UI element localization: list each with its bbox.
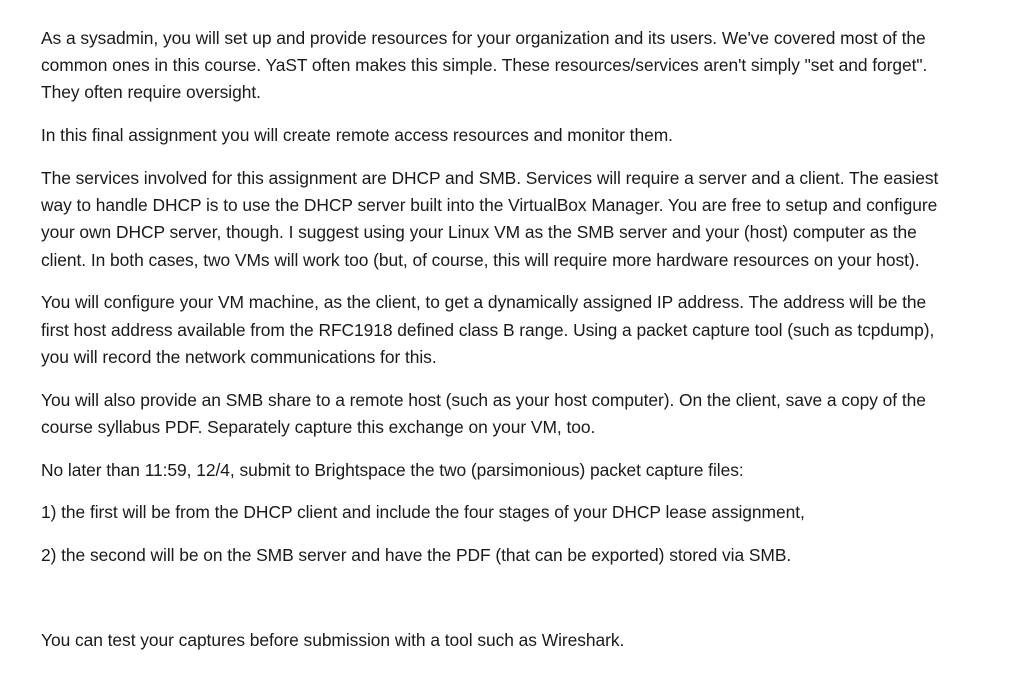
submission-item-2: 2) the second will be on the SMB server and have the PDF (that can be exported) stored via SMB.: [41, 545, 792, 566]
smb-task-paragraph: You will also provide an SMB share to a remote host (such as your host computer). On the client, save a copy of the course syllabus PDF. Separately capture this exchange on your VM, too.: [41, 389, 926, 437]
intro-paragraph: As a sysadmin, you will set up and provide resources for your organization and its users. We've covered most of the common ones in this course. YaST often makes this simple. These resources/services aren't simply "set and forget". They often require oversight.: [41, 28, 928, 103]
services-paragraph: The services involved for this assignment are DHCP and SMB. Services will require a server and a client. The easiest way to handle DHCP is to use the DHCP server built into the VirtualBox Manager. You are free to setup and configure your own DHCP server, though. I suggest using your Linux VM as the SMB server and your (host) computer as the client. In both cases, two VMs will work too (but, of course, this will require more hardware resources on your host).: [41, 168, 939, 270]
deadline-paragraph: No later than 11:59, 12/4, submit to Brightspace the two (parsimonious) packet capture files:: [41, 459, 744, 480]
assignment-summary-paragraph: In this final assignment you will create remote access resources and monitor them.: [41, 125, 673, 146]
testing-tip-paragraph: You can test your captures before submission with a tool such as Wireshark.: [41, 630, 625, 651]
dhcp-task-paragraph: You will configure your VM machine, as the client, to get a dynamically assigned IP address. The address will be the first host address available from the RFC1918 defined class B range. Using a packet capture tool (such as tcpdump), you will record the network communications for this.: [41, 292, 935, 367]
assignment-document: [41, 25, 941, 670]
submission-item-1: 1) the first will be from the DHCP client and include the four stages of your DHCP lease assignment,: [41, 502, 805, 523]
